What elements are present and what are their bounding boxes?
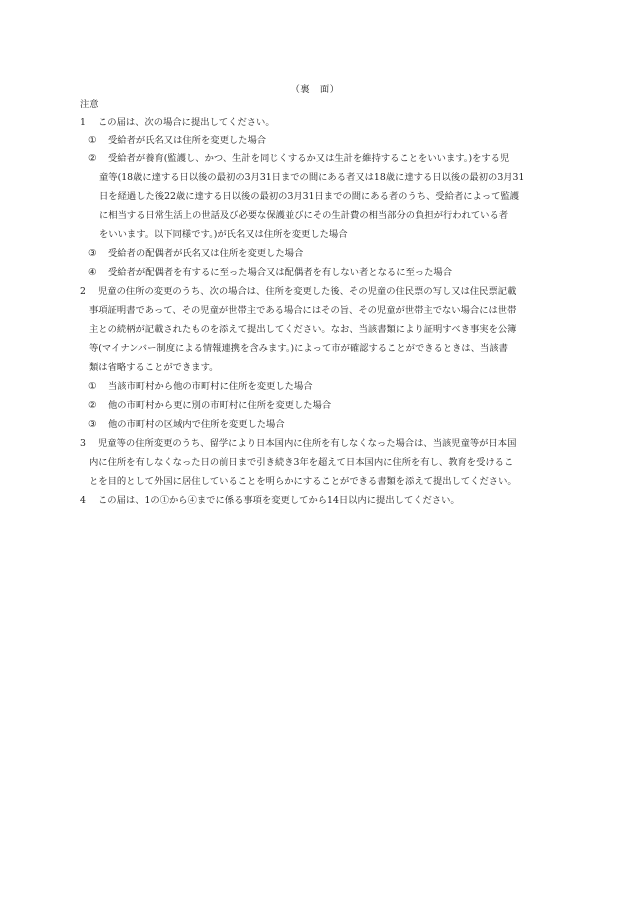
item3-line1 bbox=[80, 438, 516, 450]
item2-number: 2 bbox=[80, 286, 86, 297]
item1-sub1-text: 受給者が氏名又は住所を変更した場合 bbox=[108, 135, 267, 146]
item1-sub2-text-3: 日を経過した後22歳に達する日以後の最初の3月31日までの間にある者のうち、受給者によって監護 bbox=[99, 191, 520, 202]
item1-sub3 bbox=[88, 248, 303, 260]
item2-sub3 bbox=[88, 419, 285, 431]
item3-text-3: とを目的として外国に居住していることを明らかにすることができる書類を添えて提出してください。 bbox=[89, 476, 517, 487]
item2-line1 bbox=[80, 286, 516, 298]
item1-sub1 bbox=[88, 135, 266, 147]
item1-sub4-number: ④ bbox=[88, 267, 97, 278]
item1-sub2-number: ② bbox=[88, 153, 97, 164]
item2-text-4: 等(マイナンバー制度による情報連携を含みます。)によって市が確認することができるときは、当該書 bbox=[89, 343, 508, 354]
item1-sub2-text-1: 受給者が養育(監護し、かつ、生計を同じくするか又は生計を維持することをいいます。)をする児 bbox=[108, 153, 510, 164]
item1-text: この届は、次の場合に提出してください。 bbox=[98, 117, 275, 128]
item1-sub4-text: 受給者が配偶者を有するに至った場合又は配偶者を有しない者となるに至った場合 bbox=[108, 267, 452, 278]
item2-text-3: 主との続柄が記載されたものを添えて提出してください。なお、当該書類により証明すべき事実を公簿 bbox=[89, 324, 517, 335]
item2-text-2: 事項証明書であって、その児童が世帯主である場合にはその旨、その児童が世帯主でない場合には世帯 bbox=[89, 305, 517, 316]
item1-sub3-text: 受給者の配偶者が氏名又は住所を変更した場合 bbox=[108, 248, 304, 259]
item3-number: 3 bbox=[80, 438, 86, 449]
item2-sub2-number: ② bbox=[88, 400, 97, 411]
item4-line bbox=[80, 495, 460, 507]
item4-text: この届は、1の①から④までに係る事項を変更してから14日以内に提出してください。 bbox=[98, 495, 460, 506]
item2-sub3-text: 他の市町村の区域内で住所を変更した場合 bbox=[108, 419, 285, 430]
item1-sub3-number: ③ bbox=[88, 248, 97, 259]
item1-sub2-line1 bbox=[88, 153, 509, 165]
item2-sub1 bbox=[88, 381, 313, 393]
item2-sub2 bbox=[88, 400, 331, 412]
item2-sub2-text: 他の市町村から更に別の市町村に住所を変更した場合 bbox=[108, 400, 332, 411]
item2-sub1-number: ① bbox=[88, 381, 97, 392]
item1-sub2-text-5: をいいます。以下同様です。)が氏名又は住所を変更した場合 bbox=[99, 229, 348, 240]
item3-text-2: 内に住所を有しなくなった日の前日まで引き続き3年を超えて日本国内に住所を有し、教育を受けるこ bbox=[89, 457, 514, 468]
page-heading: （裏 面） bbox=[290, 84, 340, 95]
item1-line bbox=[80, 117, 275, 129]
item1-sub1-number: ① bbox=[88, 135, 97, 146]
notes-label: 注意 bbox=[80, 99, 99, 110]
item1-sub2-text-2: 童等(18歳に達する日以後の最初の3月31日までの間にある者又は18歳に達する日以後の最初の3月31 bbox=[99, 172, 525, 183]
item2-text-5: 類は省略することができます。 bbox=[89, 362, 219, 373]
item2-sub1-text: 当該市町村から他の市町村に住所を変更した場合 bbox=[108, 381, 313, 392]
item4-number: 4 bbox=[80, 495, 86, 506]
item2-text-1: 児童の住所の変更のうち、次の場合は、住所を変更した後、その児童の住民票の写し又は住民票記載 bbox=[98, 286, 517, 297]
item1-sub4 bbox=[88, 267, 452, 279]
item3-text-1: 児童等の住所変更のうち、留学により日本国内に住所を有しなくなった場合は、当該児童等が日本国 bbox=[98, 438, 517, 449]
item1-sub2-text-4: に相当する日常生活上の世話及び必要な保護並びにその生計費の相当部分の負担が行われている者 bbox=[99, 210, 509, 221]
item2-sub3-number: ③ bbox=[88, 419, 97, 430]
item1-number: 1 bbox=[80, 117, 86, 128]
